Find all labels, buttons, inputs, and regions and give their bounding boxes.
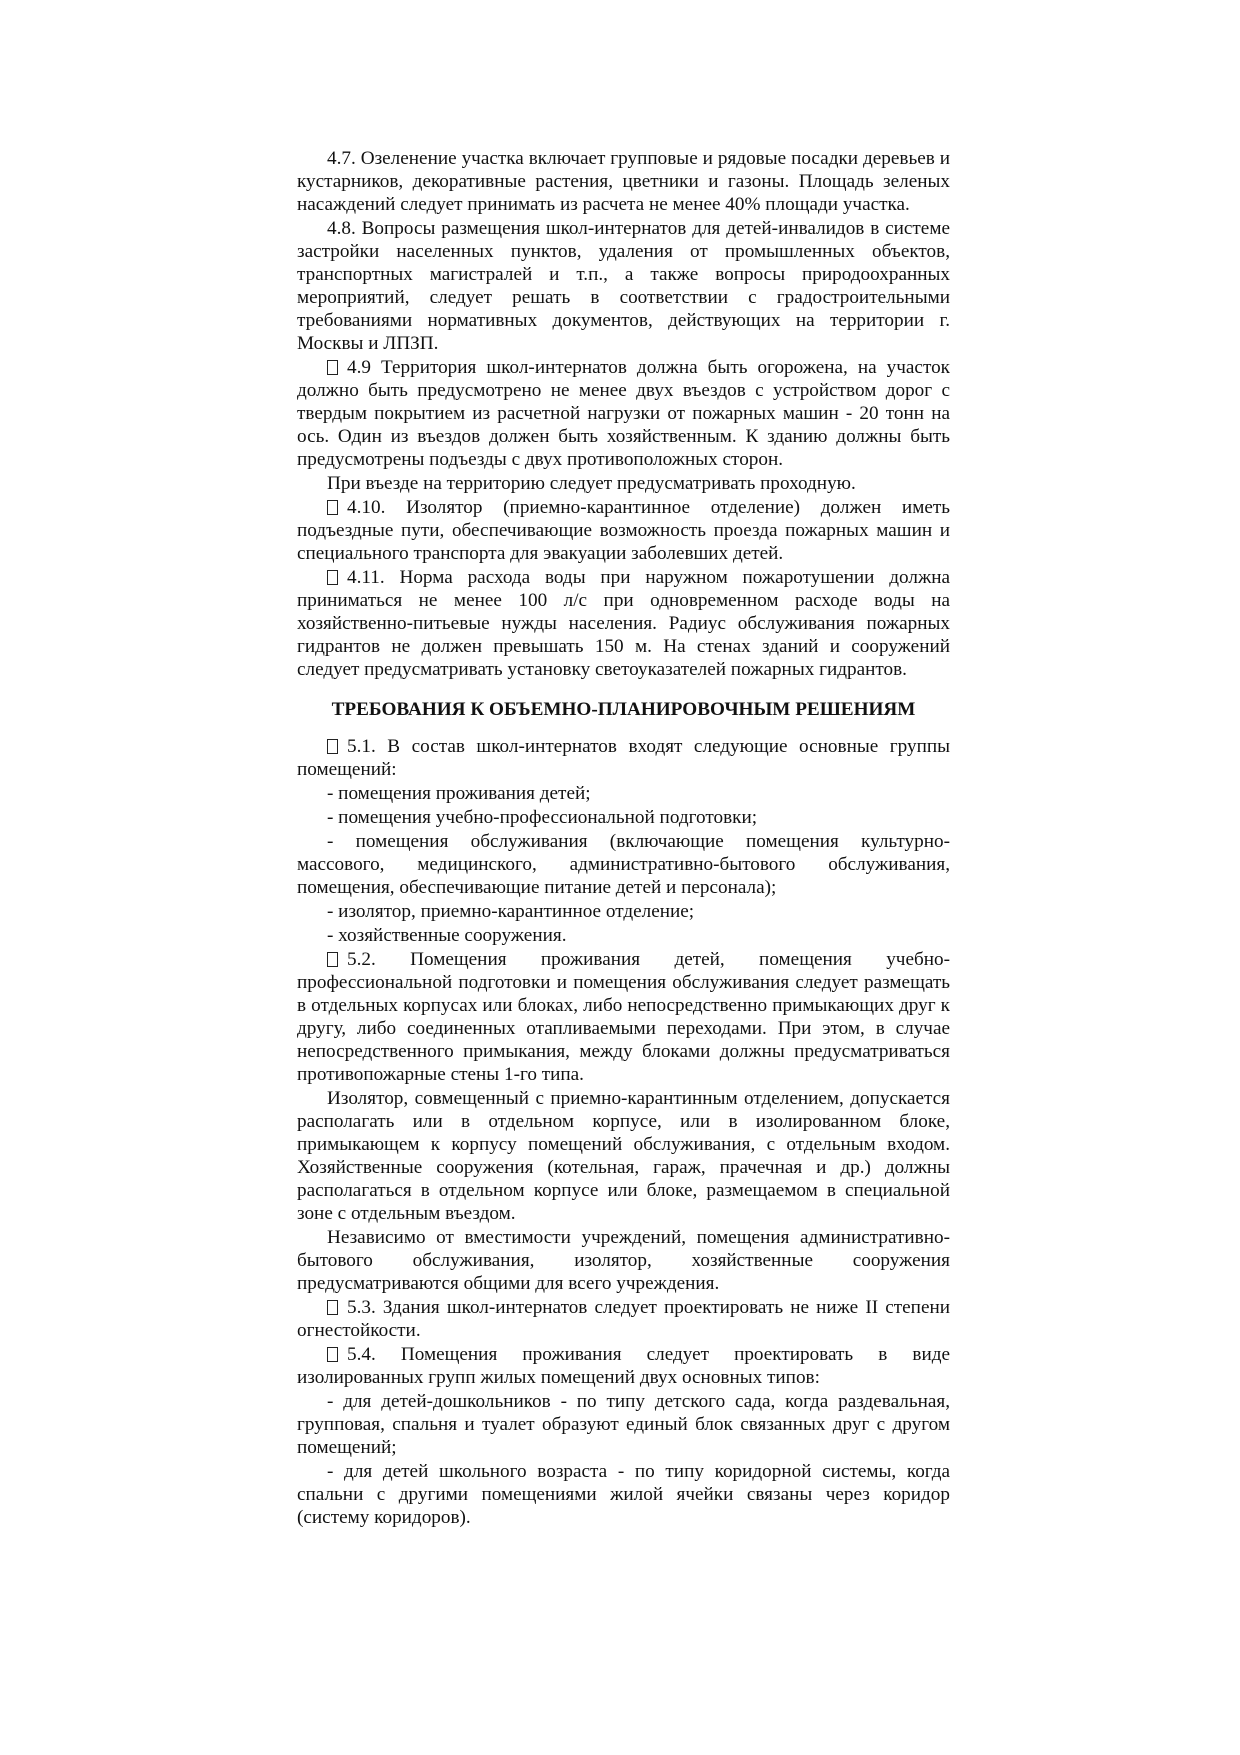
paragraph-4-9 — [297, 356, 950, 471]
list-item: - помещения проживания детей; — [327, 783, 591, 804]
list-item: - хозяйственные сооружения. — [327, 925, 567, 946]
paragraph-5-3 — [297, 1296, 950, 1342]
paragraph-4-8: 4.8. Вопросы размещения школ-интернатов для детей-инвалидов в системе застройки населенных пунктов, удаления от промышленных объектов, транспортных магистралей и т.п., а также вопросы природоохранных мероприятий, следует решать в соответствии с градостроительными требованиями нормативных документов, действующих на территории г. Москвы и ЛПЗП. — [297, 218, 950, 354]
list-item: - помещения учебно-профессиональной подготовки; — [327, 807, 758, 828]
paragraph-4-10 — [297, 496, 950, 565]
paragraph-5-2-text: 5.2. Помещения проживания детей, помещения учебно-профессиональной подготовки и помещения обслуживания следует размещать в отдельных корпусах или блоках, либо непосредственно примыкающих друг к другу, либо соединенных отапливаемыми переходами. При этом, в случае непосредственного примыкания, между блоками должны предусматриваться противопожарные стены 1-го типа. — [297, 949, 950, 1085]
missing-glyph-box-icon — [327, 1347, 338, 1362]
list-item: - изолятор, приемно-карантинное отделение; — [327, 901, 695, 922]
paragraph-4-10-text: 4.10. Изолятор (приемно-карантинное отделение) должен иметь подъездные пути, обеспечивающие возможность проезда пожарных машин и специального транспорта для эвакуации заболевших детей. — [297, 497, 950, 564]
missing-glyph-box-icon — [327, 739, 338, 754]
paragraph-5-2-isolator: Изолятор, совмещенный с приемно-карантинным отделением, допускается располагать или в отдельном корпусе, или в изолированном блоке, примыкающем к корпусу помещений обслуживания, с отдельным входом. Хозяйственные сооружения (котельная, гараж, прачечная и др.) должны располагаться в отдельном корпусе или блоке, размещаемом в специальной зоне с отдельным въездом. — [297, 1088, 950, 1224]
paragraph-5-3-text: 5.3. Здания школ-интернатов следует проектировать не ниже II степени огнестойкости. — [297, 1297, 950, 1341]
paragraph-4-9-checkpoint: При въезде на территорию следует предусматривать проходную. — [327, 473, 856, 494]
missing-glyph-box-icon — [327, 570, 338, 585]
paragraph-5-1 — [297, 735, 950, 781]
paragraph-4-9-text: 4.9 Территория школ-интернатов должна быть огорожена, на участок должно быть предусмотрено не менее двух въездов с устройством дорог с твердым покрытием из расчетной нагрузки от пожарных машин - 20 тонн на ось. Один из въездов должен быть хозяйственным. К зданию должны быть предусмотрены подъезды с двух противоположных сторон. — [297, 357, 950, 470]
paragraph-5-4 — [297, 1343, 950, 1389]
paragraph-4-11 — [297, 566, 950, 681]
document-page — [297, 147, 950, 1529]
list-item: - для детей школьного возраста - по типу коридорной системы, когда спальни с другими помещениями жилой ячейки связаны через коридор (систему коридоров). — [297, 1461, 950, 1528]
missing-glyph-box-icon — [327, 952, 338, 967]
paragraph-5-2-common: Независимо от вместимости учреждений, помещения административно-бытового обслуживания, изолятор, хозяйственные сооружения предусматриваются общими для всего учреждения. — [297, 1227, 950, 1294]
missing-glyph-box-icon — [327, 500, 338, 515]
list-item: - для детей-дошкольников - по типу детского сада, когда раздевальная, групповая, спальня и туалет образуют единый блок связанных друг с другом помещений; — [297, 1391, 950, 1458]
missing-glyph-box-icon — [327, 360, 338, 375]
paragraph-4-11-text: 4.11. Норма расхода воды при наружном пожаротушении должна приниматься не менее 100 л/с при одновременном расходе воды на хозяйственно-питьевые нужды населения. Радиус обслуживания пожарных гидрантов не должен превышать 150 м. На стенах зданий и сооружений следует предусматривать установку светоуказателей пожарных гидрантов. — [297, 567, 950, 680]
paragraph-4-7: 4.7. Озеленение участка включает групповые и рядовые посадки деревьев и кустарников, декоративные растения, цветники и газоны. Площадь зеленых насаждений следует принимать из расчета не менее 40% площади участка. — [297, 148, 950, 215]
list-item: - помещения обслуживания (включающие помещения культурно-массового, медицинского, административно-бытового обслуживания, помещения, обеспечивающие питание детей и персонала); — [297, 831, 950, 898]
section-heading: ТРЕБОВАНИЯ К ОБЪЕМНО-ПЛАНИРОВОЧНЫМ РЕШЕНИЯМ — [331, 699, 916, 720]
missing-glyph-box-icon — [327, 1300, 338, 1315]
paragraph-5-2 — [297, 948, 950, 1086]
paragraph-5-4-text: 5.4. Помещения проживания следует проектировать в виде изолированных групп жилых помещений двух основных типов: — [297, 1344, 950, 1388]
paragraph-5-1-text: 5.1. В состав школ-интернатов входят следующие основные группы помещений: — [297, 736, 950, 780]
